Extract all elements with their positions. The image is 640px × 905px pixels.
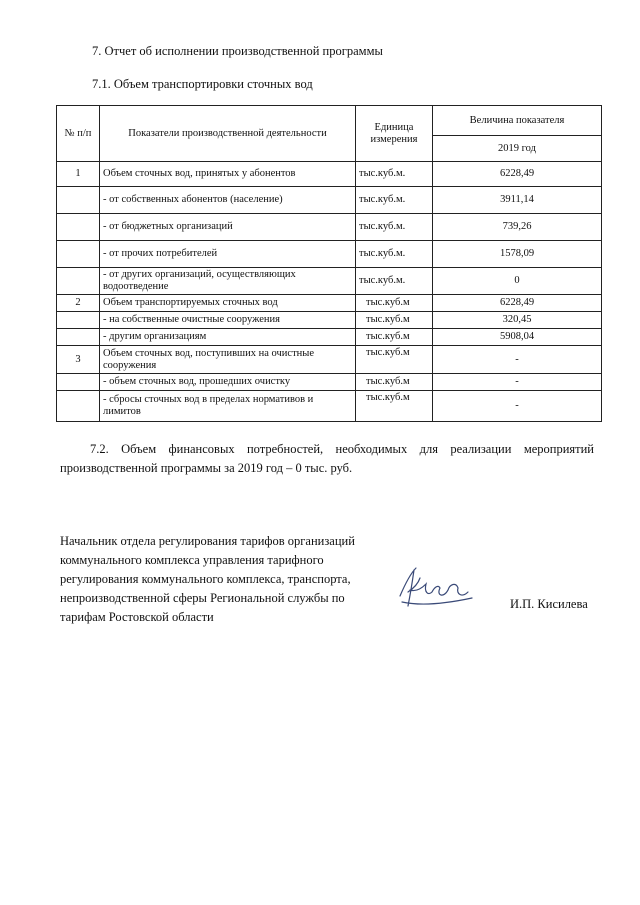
cell-unit: тыс.куб.м.: [356, 268, 433, 295]
table-row: [57, 391, 602, 422]
cell-unit: тыс.куб.м.: [356, 162, 433, 187]
cell-value: -: [433, 391, 602, 422]
table-row: [57, 162, 602, 187]
cell-indicator: - от бюджетных организаций: [100, 214, 356, 241]
cell-value: -: [433, 374, 602, 391]
subsection-title: 7.1. Объем транспортировки сточных вод: [92, 77, 313, 91]
cell-value: 5908,04: [433, 329, 602, 346]
cell-value: -: [433, 346, 602, 374]
handwritten-signature: [396, 562, 476, 614]
cell-value: 0: [433, 268, 602, 295]
cell-unit: тыс.куб.м: [356, 312, 433, 329]
cell-value: 6228,49: [433, 295, 602, 312]
cell-indicator: Объем сточных вод, поступивших на очистные сооружения: [100, 346, 356, 374]
cell-num: [57, 329, 100, 346]
cell-num: 1: [57, 162, 100, 187]
cell-unit: тыс.куб.м: [356, 346, 433, 374]
section-title: 7. Отчет об исполнении производственной программы: [92, 44, 383, 58]
cell-num: [57, 312, 100, 329]
cell-value: 3911,14: [433, 187, 602, 214]
cell-value: 320,45: [433, 312, 602, 329]
header-year: 2019 год: [433, 136, 602, 162]
table-row: [57, 329, 602, 346]
cell-indicator: - сбросы сточных вод в пределах нормативов и лимитов: [100, 391, 356, 422]
cell-num: [57, 241, 100, 268]
cell-unit: тыс.куб.м.: [356, 241, 433, 268]
cell-value: 739,26: [433, 214, 602, 241]
header-indicator: Показатели производственной деятельности: [100, 106, 356, 162]
cell-indicator: - на собственные очистные сооружения: [100, 312, 356, 329]
header-unit: Единица измерения: [356, 106, 433, 162]
cell-num: [57, 374, 100, 391]
cell-indicator: - от других организаций, осуществляющих водоотведение: [100, 268, 356, 295]
cell-unit: тыс.куб.м: [356, 329, 433, 346]
financial-needs-paragraph: 7.2. Объем финансовых потребностей, необходимых для реализации мероприятий производственной программы за 2019 год – 0 тыс. руб.: [60, 442, 594, 475]
cell-indicator: - от собственных абонентов (население): [100, 187, 356, 214]
cell-indicator: Объем сточных вод, принятых у абонентов: [100, 162, 356, 187]
table-row: [57, 214, 602, 241]
cell-unit: тыс.куб.м: [356, 374, 433, 391]
table-header-row: [57, 106, 602, 136]
transport-volume-table: [56, 105, 602, 422]
cell-unit: тыс.куб.м: [356, 295, 433, 312]
table-row: [57, 374, 602, 391]
cell-indicator: Объем транспортируемых сточных вод: [100, 295, 356, 312]
cell-value: 1578,09: [433, 241, 602, 268]
cell-indicator: - объем сточных вод, прошедших очистку: [100, 374, 356, 391]
table-row: [57, 295, 602, 312]
signer-name: И.П. Кисилева: [510, 597, 588, 611]
header-value: Величина показателя: [433, 106, 602, 136]
cell-unit: тыс.куб.м.: [356, 214, 433, 241]
cell-num: 3: [57, 346, 100, 374]
cell-value: 6228,49: [433, 162, 602, 187]
header-num: № п/п: [57, 106, 100, 162]
table-row: [57, 312, 602, 329]
table-row: [57, 268, 602, 295]
table-row: [57, 241, 602, 268]
cell-num: [57, 391, 100, 422]
signatory-position: Начальник отдела регулирования тарифов организаций коммунального комплекса управления тарифного регулирования коммунального комплекса, транспорта, непроизводственной сферы Региональной службы по тарифам Ростовской области: [60, 534, 355, 624]
cell-indicator: - от прочих потребителей: [100, 241, 356, 268]
cell-num: [57, 268, 100, 295]
table-row: [57, 346, 602, 374]
cell-num: [57, 214, 100, 241]
cell-unit: тыс.куб.м: [356, 391, 433, 422]
cell-indicator: - другим организациям: [100, 329, 356, 346]
cell-num: [57, 187, 100, 214]
cell-num: 2: [57, 295, 100, 312]
cell-unit: тыс.куб.м.: [356, 187, 433, 214]
table-row: [57, 187, 602, 214]
